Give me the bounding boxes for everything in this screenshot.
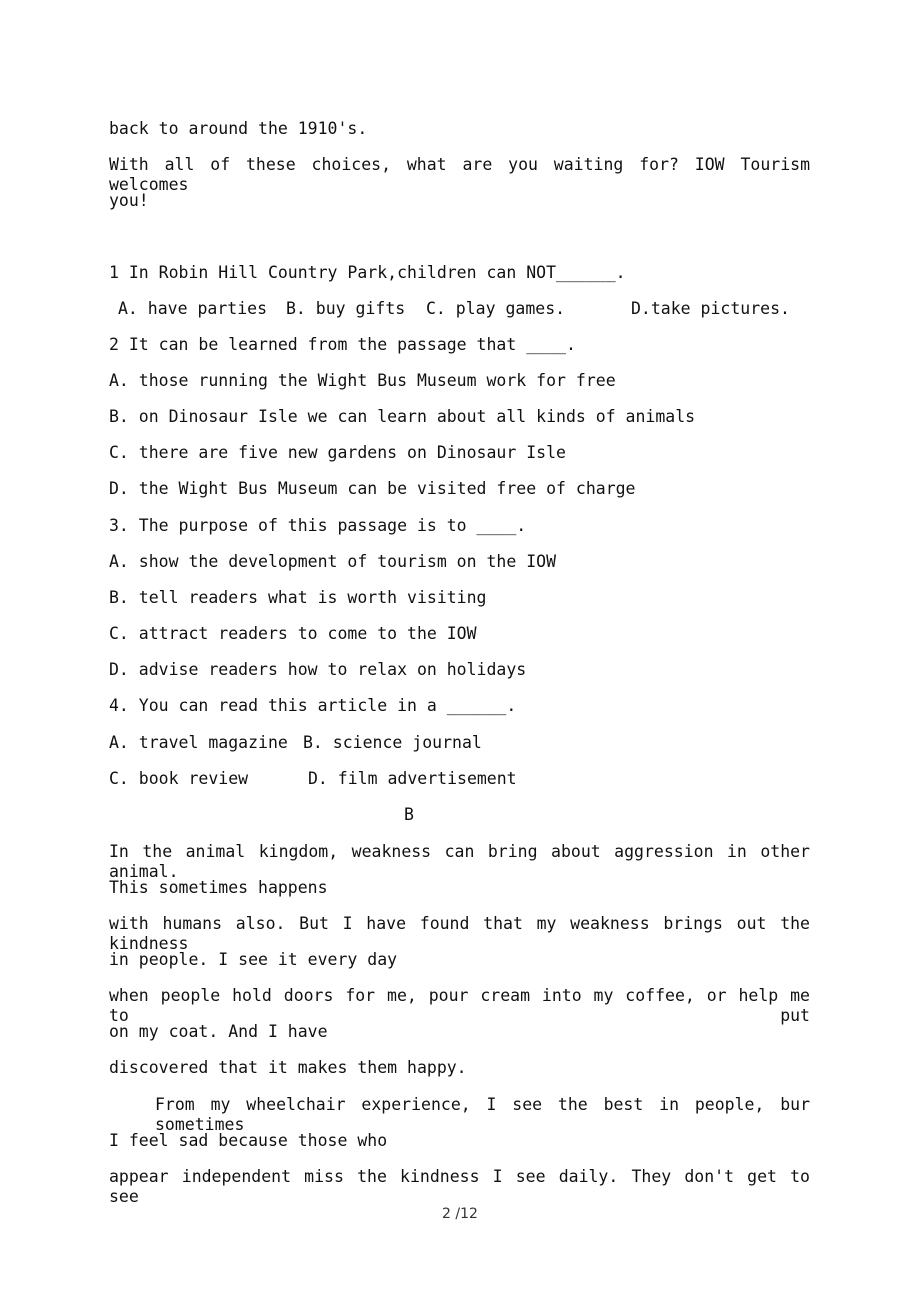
question-option: B. tell readers what is worth visiting [109, 588, 487, 607]
question-option: C. there are five new gardens on Dinosaur Isle [109, 443, 566, 462]
question-stem: 3. The purpose of this passage is to ____. [109, 516, 527, 535]
passage-b-line: when people hold doors for me, pour cream into my coffee, or help me to put [109, 986, 810, 1025]
question-option: B. science journal [303, 733, 482, 752]
passage-a-line: back to around the 1910's. [109, 119, 368, 138]
passage-b-line: discovered that it makes them happy. [109, 1058, 467, 1077]
question-option: D. advise readers how to relax on holidays [109, 660, 527, 679]
question-option: C. play games. [426, 299, 566, 318]
question-stem: 1 In Robin Hill Country Park,children can NOT______. [109, 263, 626, 282]
passage-b-line: with humans also. But I have found that my weakness brings out the kindness [109, 914, 810, 953]
passage-b-line: in people. I see it every day [109, 950, 398, 969]
passage-b-line: This sometimes happens [109, 878, 328, 897]
question-stem: 2 It can be learned from the passage that ____. [109, 335, 576, 354]
passage-b-line: on my coat. And I have [109, 1022, 328, 1041]
question-option: D.take pictures. [631, 299, 790, 318]
question-stem: 4. You can read this article in a ______. [109, 696, 517, 715]
passage-b-line: From my wheelchair experience, I see the best in people, bur sometimes [155, 1095, 810, 1134]
question-option: A. travel magazine [109, 733, 288, 752]
question-option: A. show the development of tourism on the IOW [109, 552, 557, 571]
question-option: A. have parties [118, 299, 268, 318]
question-option: A. those running the Wight Bus Museum work for free [109, 371, 616, 390]
section-heading: B [404, 805, 414, 824]
passage-b-line: In the animal kingdom, weakness can bring about aggression in other animal. [109, 842, 810, 881]
passage-b-line: appear independent miss the kindness I see daily. They don't get to see [109, 1167, 810, 1206]
question-option: B. on Dinosaur Isle we can learn about all kinds of animals [109, 407, 696, 426]
question-option: D. the Wight Bus Museum can be visited free of charge [109, 479, 636, 498]
passage-b-line: I feel sad because those who [109, 1131, 388, 1150]
question-option: D. film advertisement [308, 769, 517, 788]
question-option: B. buy gifts [286, 299, 406, 318]
question-option: C. attract readers to come to the IOW [109, 624, 477, 643]
passage-a-line: With all of these choices, what are you waiting for? IOW Tourism welcomes [109, 155, 810, 194]
question-option: C. book review [109, 769, 249, 788]
page-number: 2 /12 [442, 1206, 478, 1222]
passage-a-line: you! [109, 191, 149, 210]
